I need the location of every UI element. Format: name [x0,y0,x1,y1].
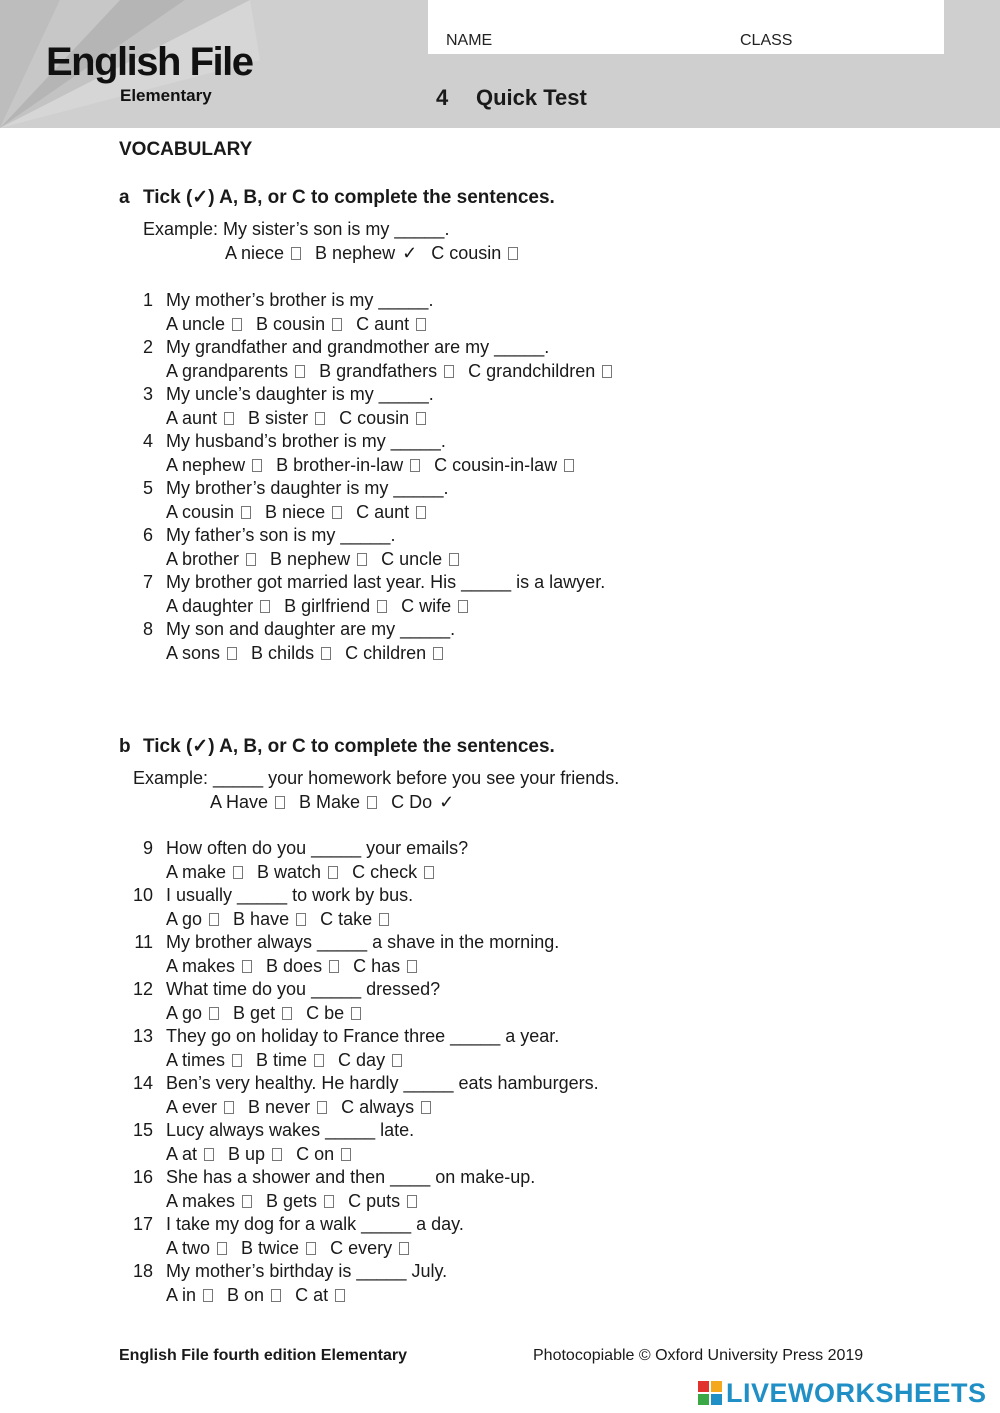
name-label: NAME [446,32,493,49]
footer-edition: English File fourth edition Elementary [119,1347,408,1364]
question-options [166,361,626,382]
part-a-instruction-text: Tick (✓) A, B, or C to complete the sentences. [143,187,555,208]
question-sentence: My uncle’s daughter is my _____. [166,384,434,404]
option-label: C Do [391,792,433,812]
question-number: 15 [132,1120,153,1140]
option-label: C day [338,1050,386,1070]
option-label: A niece [225,243,285,263]
part-a-example-options [225,243,532,264]
option-label: A cousin [166,502,235,522]
question-sentence: Lucy always wakes _____ late. [166,1120,415,1140]
option-label: B grandfathers [319,361,438,381]
option-label: C always [341,1097,415,1117]
option-label: A uncle [166,314,226,334]
question-number: 3 [142,384,153,404]
answer-checkbox[interactable] [458,600,468,613]
answer-checkbox[interactable] [232,1054,242,1067]
option-label: C cousin [339,408,410,428]
option-label: B cousin [256,314,326,334]
answer-checkbox[interactable] [407,1195,417,1208]
question-options [166,862,448,883]
option-label: A make [166,862,227,882]
brand-logo-icon [698,1381,722,1405]
option-label: A brother [166,549,240,569]
answer-checkbox[interactable] [508,247,518,260]
question-options [166,643,457,664]
question-sentence: Ben’s very healthy. He hardly _____ eats hamburgers. [166,1073,599,1093]
answer-checkbox[interactable] [357,553,367,566]
answer-checkbox[interactable] [209,913,219,926]
option-label: B twice [241,1238,300,1258]
option-label: C children [345,643,427,663]
question-options [166,455,588,476]
logo-title: English File [46,40,253,84]
option-label: A daughter [166,596,254,616]
answer-checkbox[interactable] [444,365,454,378]
option-label: B does [266,956,323,976]
question-number: 5 [142,478,153,498]
option-label: A ever [166,1097,218,1117]
option-label: C uncle [381,549,443,569]
question-number: 11 [134,932,153,952]
option-label: C take [320,909,373,929]
question-sentence: My son and daughter are my _____. [166,619,456,639]
option-label: C aunt [356,502,410,522]
option-label: A go [166,909,203,929]
answer-checkbox[interactable] [242,960,252,973]
question-sentence: They go on holiday to France three _____ a year. [166,1026,560,1046]
answer-checkbox[interactable] [282,1007,292,1020]
answer-checkbox[interactable] [217,1242,227,1255]
option-label: C has [353,956,401,976]
answer-checkbox[interactable] [416,412,426,425]
option-label: C puts [348,1191,401,1211]
section-title: VOCABULARY [119,139,253,160]
answer-checkbox[interactable] [399,1242,409,1255]
answer-checkbox[interactable] [314,1054,324,1067]
answer-checkbox[interactable] [341,1148,351,1161]
option-label: B sister [248,408,309,428]
question-options [166,502,440,523]
part-a-example-sentence: Example: My sister’s son is my _____. [143,219,450,239]
footer-copyright: Photocopiable © Oxford University Press 2019 [533,1347,864,1364]
question-number: 13 [132,1026,153,1046]
question-sentence: My husband’s brother is my _____. [166,431,446,451]
answer-checkbox[interactable] [416,506,426,519]
question-options [166,1238,423,1259]
question-number: 1 [142,290,153,310]
question-number: 18 [132,1261,153,1281]
tick-mark-icon: ✓ [439,792,455,812]
question-options [166,408,440,429]
answer-checkbox[interactable] [242,1195,252,1208]
option-label: A makes [166,1191,236,1211]
brand-icon-square [711,1394,722,1405]
option-label: B nephew [315,243,396,263]
answer-checkbox[interactable] [377,600,387,613]
answer-checkbox[interactable] [296,913,306,926]
answer-checkbox[interactable] [421,1101,431,1114]
answer-checkbox[interactable] [416,318,426,331]
question-sentence: She has a shower and then ____ on make-up. [166,1167,536,1187]
question-options [166,909,403,930]
answer-checkbox[interactable] [328,866,338,879]
answer-checkbox[interactable] [379,913,389,926]
question-options [166,314,440,335]
question-options [166,956,431,977]
option-label: A nephew [166,455,246,475]
brand-icon-square [711,1381,722,1392]
question-number: 8 [142,619,153,639]
answer-checkbox[interactable] [335,1289,345,1302]
question-sentence: My mother’s birthday is _____ July. [166,1261,448,1281]
answer-checkbox[interactable] [271,1289,281,1302]
question-options [166,1144,365,1165]
option-label: B have [233,909,290,929]
question-number: 10 [132,885,153,905]
question-number: 2 [142,337,153,357]
question-sentence: My brother always _____ a shave in the morning. [166,932,560,952]
answer-checkbox[interactable] [260,600,270,613]
question-sentence: My father’s son is my _____. [166,525,396,545]
part-b-example-sentence: Example: _____ your homework before you see your friends. [133,768,620,788]
option-label: B gets [266,1191,318,1211]
question-options [166,596,482,617]
answer-checkbox[interactable] [204,1148,214,1161]
option-label: A makes [166,956,236,976]
answer-checkbox[interactable] [332,506,342,519]
option-label: C wife [401,596,452,616]
option-label: C be [306,1003,345,1023]
answer-checkbox[interactable] [203,1289,213,1302]
question-options [166,1050,416,1071]
option-label: A grandparents [166,361,289,381]
question-number: 7 [142,572,153,592]
question-number: 17 [132,1214,153,1234]
answer-checkbox[interactable] [224,412,234,425]
option-label: A in [166,1285,197,1305]
option-label: C at [295,1285,329,1305]
answer-checkbox[interactable] [321,647,331,660]
answer-checkbox[interactable] [295,365,305,378]
option-label: A Have [210,792,269,812]
brand-icon-square [698,1394,709,1405]
option-label: A aunt [166,408,218,428]
option-label: B on [227,1285,265,1305]
option-label: B Make [299,792,361,812]
option-label: B niece [265,502,326,522]
option-label: B nephew [270,549,351,569]
option-label: C grandchildren [468,361,596,381]
answer-checkbox[interactable] [564,459,574,472]
answer-checkbox[interactable] [291,247,301,260]
part-a-letter: a [119,187,130,208]
part-b-example-options [210,792,468,813]
answer-checkbox[interactable] [272,1148,282,1161]
answer-checkbox[interactable] [209,1007,219,1020]
option-label: C aunt [356,314,410,334]
answer-checkbox[interactable] [317,1101,327,1114]
answer-checkbox[interactable] [241,506,251,519]
answer-checkbox[interactable] [410,459,420,472]
option-label: C cousin-in-law [434,455,558,475]
question-options [166,549,473,570]
answer-checkbox[interactable] [275,796,285,809]
option-label: A go [166,1003,203,1023]
question-number: 9 [142,838,153,858]
answer-checkbox[interactable] [315,412,325,425]
answer-checkbox[interactable] [351,1007,361,1020]
class-label: CLASS [740,32,793,49]
question-number: 14 [132,1073,153,1093]
question-options [166,1285,359,1306]
answer-checkbox[interactable] [424,866,434,879]
option-label: B never [248,1097,311,1117]
answer-checkbox[interactable] [252,459,262,472]
question-sentence: How often do you _____ your emails? [166,838,469,858]
brand-text: LIVEWORKSHEETS [726,1377,987,1408]
answer-checkbox[interactable] [449,553,459,566]
answer-checkbox[interactable] [224,1101,234,1114]
option-label: B get [233,1003,276,1023]
answer-checkbox[interactable] [392,1054,402,1067]
option-label: B brother-in-law [276,455,404,475]
question-sentence: I usually _____ to work by bus. [166,885,414,905]
answer-checkbox[interactable] [246,553,256,566]
brand-icon-square [698,1381,709,1392]
part-b-instruction [119,735,555,758]
answer-checkbox[interactable] [306,1242,316,1255]
question-number: 16 [132,1167,153,1187]
answer-checkbox[interactable] [324,1195,334,1208]
part-a-instruction [119,186,555,209]
answer-checkbox[interactable] [227,647,237,660]
answer-checkbox[interactable] [367,796,377,809]
option-label: C on [296,1144,335,1164]
answer-checkbox[interactable] [407,960,417,973]
answer-checkbox[interactable] [233,866,243,879]
name-class-box [428,0,944,54]
option-label: C check [352,862,418,882]
tick-mark-icon: ✓ [402,243,418,263]
question-options [166,1003,375,1024]
option-label: B childs [251,643,315,663]
logo-subtitle: Elementary [120,86,212,105]
answer-checkbox[interactable] [232,318,242,331]
option-label: B girlfriend [284,596,371,616]
answer-checkbox[interactable] [433,647,443,660]
liveworksheets-brand[interactable] [698,1378,987,1408]
question-options [166,1097,445,1118]
question-sentence: My brother’s daughter is my _____. [166,478,449,498]
answer-checkbox[interactable] [332,318,342,331]
option-label: B time [256,1050,308,1070]
question-number: 6 [142,525,153,545]
option-label: C every [330,1238,393,1258]
option-label: A sons [166,643,221,663]
option-label: C cousin [431,243,502,263]
option-label: A at [166,1144,198,1164]
option-label: B watch [257,862,322,882]
part-b-letter: b [119,736,131,757]
part-b-instruction-text: Tick (✓) A, B, or C to complete the sentences. [143,736,555,757]
question-sentence: My brother got married last year. His _____ is a lawyer. [166,572,606,592]
page-header [0,0,1000,128]
question-sentence: I take my dog for a walk _____ a day. [166,1214,464,1234]
question-sentence: What time do you _____ dressed? [166,979,441,999]
option-label: A two [166,1238,211,1258]
question-sentence: My mother’s brother is my _____. [166,290,434,310]
question-number: 12 [132,979,153,999]
option-label: A times [166,1050,226,1070]
unit-number: 4 [436,85,449,110]
question-number: 4 [142,431,153,451]
answer-checkbox[interactable] [602,365,612,378]
question-options [166,1191,431,1212]
answer-checkbox[interactable] [329,960,339,973]
option-label: B up [228,1144,266,1164]
question-sentence: My grandfather and grandmother are my _____. [166,337,550,357]
unit-title: Quick Test [476,85,587,110]
